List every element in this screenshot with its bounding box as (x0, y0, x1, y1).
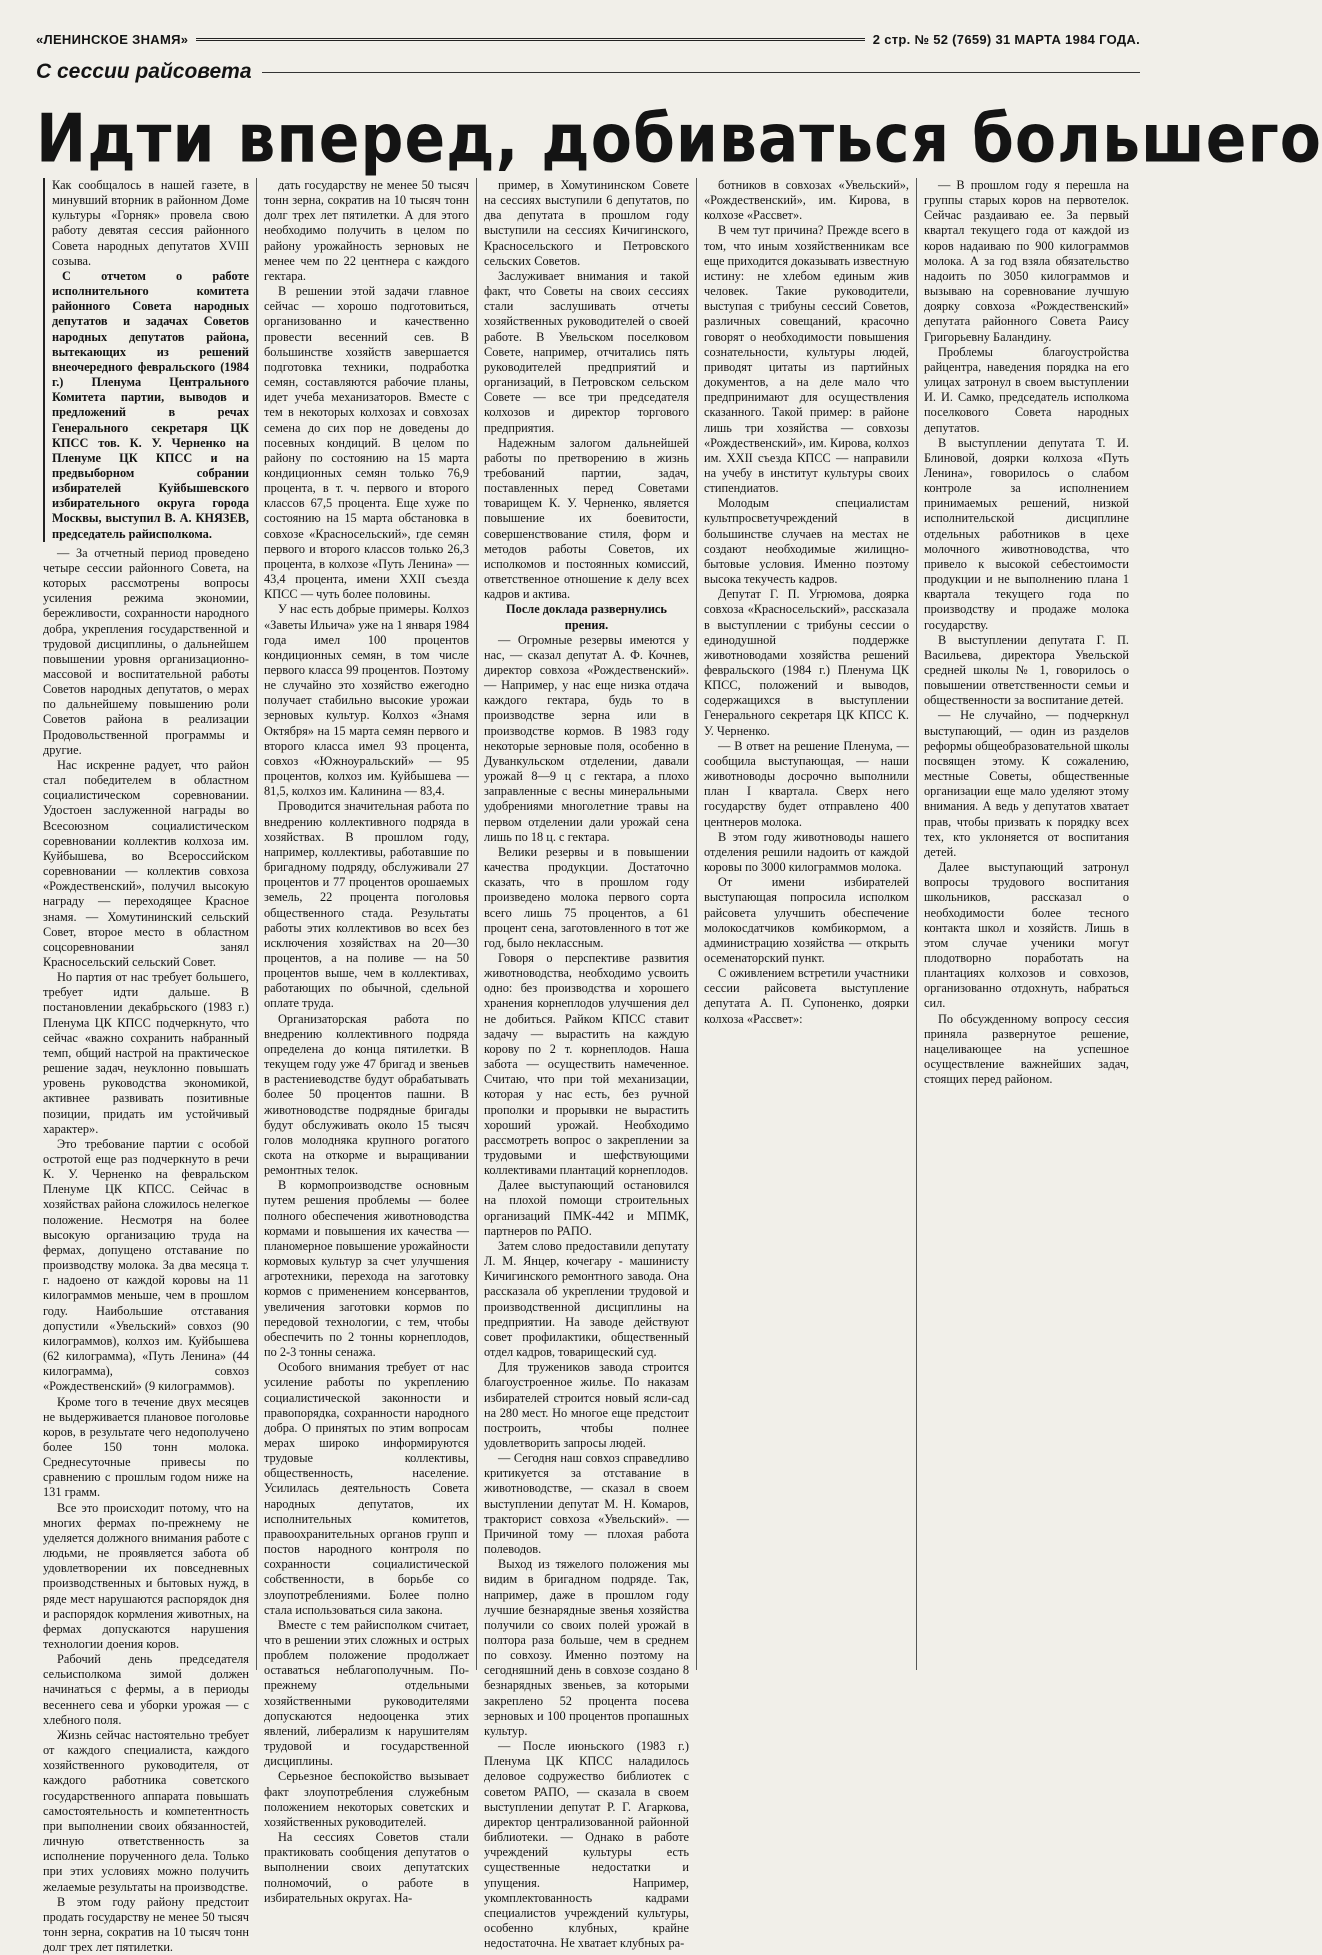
paragraph: — После июньского (1983 г.) Пленума ЦК КПСС наладилось деловое содружество библиотек с советом РАПО, — сказала в своем выступлении депутат Р. Г. Агаркова, директор централизованной районной библиотеки. — Однако в работе учреждений культуры есть существенные недостатки и упущения. Например, укомплектованность кадрами специалистов учреждений культуры, особенно клубных, крайне недостаточна. Не хватает клубных ра- (484, 1739, 689, 1951)
paragraph: Серьезное беспокойство вызывает факт злоупотребления служебным положением некоторых советских и хозяйственных руководителей. (264, 1769, 469, 1829)
intro-lead: Как сообщалось в нашей газете, в минувший вторник в районном Доме культуры «Горняк» провела свою работу девятая сессия районного Совета народных депутатов XVIII созыва. (52, 178, 249, 268)
paragraph: Для тружеников завода строится благоустроенное жилье. По наказам избирателей строится новый ясли-сад на 280 мест. Но многое еще предстоит построить, чтобы полнее удовлетворить запросы людей. (484, 1360, 689, 1450)
paragraph: На сессиях Советов стали практиковать сообщения депутатов о выполнении своих депутатских полномочий, о работе в избирательных округах. На- (264, 1830, 469, 1905)
paragraph: В кормопроизводстве основным путем решения проблемы — более полного обеспечения животноводства кормами и повышения их качества — планомерное повышение урожайности кормовых культур за счет улучшения агротехники, перехода на заготовку кормов с применением консервантов, увеличения заготовки кормов по передовой технологии, с тем, чтобы обеспечить по 2 тонны корнеплодов, по 2-3 тонны сенажа. (264, 1178, 469, 1360)
paragraph: От имени избирателей выступающая попросила исполком райсовета улучшить обеспечение молокосдатчиков комбикормом, а администрацию хозяйства — открыть осеменаторский пункт. (704, 875, 909, 965)
paragraph: Особого внимания требует от нас усиление работы по укреплению социалистической законности и правопорядка, сохранности народного добра. О принятых по этим вопросам мерах широко информируются трудовые коллективы, общественность, население. Усилилась деятельность Совета народных депутатов, их исполнительных комитетов, правоохранительных органов групп и постов народного контроля по сохранности социалистической собственности, в борьбе со злоупотреблениями. Более полно стала использоваться сила закона. (264, 1360, 469, 1617)
article-column-4 (696, 178, 916, 1670)
paragraph: пример, в Хомутининском Совете на сессиях выступили 6 депутатов, по два депутата в прошлом году выступили на сессиях Кичигинского, Красносельского и Петровского сельских Советов. (484, 178, 689, 268)
paragraph: Организаторская работа по внедрению коллективного подряда определена до конца пятилетки. В текущем году уже 47 бригад и звеньев в растениеводстве будут обрабатывать более 50 процентов пашни. В животноводстве подрядные бригады будут обслуживать около 15 тысяч голов молодняка крупного рогатого скота на откорме и выращивании ремонтных телок. (264, 1011, 469, 1178)
paragraph: Вместе с тем райисполком считает, что в решении этих сложных и острых проблем положение продолжает оставаться неблагополучным. По-прежнему отдельными хозяйственными руководителями допускаются недооценка этих явлений, либерализм к нарушителям трудовой и государственной дисциплины. (264, 1617, 469, 1769)
paragraph: По обсужденному вопросу сессия приняла развернутое решение, нацеливающее на успешное осуществление важнейших задач, стоящих перед районом. (924, 1011, 1129, 1087)
paragraph: — В ответ на решение Пленума, — сообщила выступающая, — наши животноводы досрочно выполнили план I квартала. Сверх него государству будет отправлено 400 центнеров молока. (704, 738, 909, 829)
paragraph: Все это происходит потому, что на многих фермах по-прежнему не уделяется должного внимания работе с людьми, не проявляется забота об удовлетворении их повседневных производственных и бытовых нужд, в ряде мест нарушаются распорядок дня и распорядок кормления животных, на фермах допускаются нарушения технологии доения коров. (43, 1500, 249, 1651)
article-column-5 (916, 178, 1136, 1670)
paragraph: Депутат Г. П. Угрюмова, доярка совхоза «Красносельский», рассказала в выступлении с трибуны сессии о единодушной поддержке животноводами хозяйства решений февральского (1984 г.) Пленума ЦК КПСС, положений и выводов, содержащихся в выступлении Генерального секретаря ЦК КПСС К. У. Черненко. (704, 587, 909, 738)
paragraph: В решении этой задачи главное сейчас — хорошо подготовиться, организованно и качественно провести весенний сев. В большинстве хозяйств завершается подготовка техники, подработка семян, составляются рабочие планы, идет учеба механизаторов. Вместе с тем в некоторых колхозах и совхозах семена до сих пор не доведены до посевных кондиций. В целом по району по состоянию на 15 марта кондиционных семян только 76,9 процента, в т. ч. первого и второго классов 67,5 процента. Еще хуже по состоянию на 15 марта обстановка в совхозе «Красносельский», где семян первого и второго классов только 26,3 процента, в колхозе «Путь Ленина» — 43,4 процента, имени XXII съезда КПСС — чуть более половины. (264, 284, 469, 602)
paragraph: — В прошлом году я перешла на группы старых коров на первотелок. Сейчас раздаиваю ее. За первый квартал текущего года от каждой из коров надаиваю по 900 килограммов молока. А за год взяла обязательство надоить по 3050 килограммов и вызываю на соревнование лучшую доярку совхоза «Рождественский» депутата районного Совета Раису Григорьевну Баландину. (924, 178, 1129, 344)
rubric (36, 58, 1140, 86)
masthead-rule (196, 38, 864, 41)
newspaper-title: «ЛЕНИНСКОЕ ЗНАМЯ» (36, 31, 189, 47)
paragraph: В чем тут причина? Прежде всего в том, что иным хозяйственникам все еще приходится доказывать известную истину: не хлебом единым жив человек. Такие руководители, выступая с трибуны сессий Советов, различных совещаний, красочно говорят о необходимости повышения сознательности, культуры людей, приводят цитаты из партийных документов, а на деле мало что предпринимают для осуществления сказанного. Такой пример: в районе лишь три хозяйства — совхозы «Рождественский», им. Кирова, колхоз им. XXII съезда КПСС — направили на учебу в институт культуры своих стипендиатов. (704, 223, 909, 496)
article-body (36, 178, 1140, 1955)
article-intro (43, 178, 249, 542)
paragraph: Молодым специалистам культпросветучреждений в большинстве случаев на местах не создают необходимые жилищно-бытовые условия. Именно поэтому высока текучесть кадров. (704, 496, 909, 587)
debate-heading: После доклада развернулись прения. (506, 602, 667, 632)
article-column-1 (36, 178, 256, 1955)
paragraph: С оживлением встретили участники сессии райсовета выступление депутата А. П. Супоненко, доярки колхоза «Рассвет»: (704, 966, 909, 1026)
paragraph: Заслуживает внимания и такой факт, что Советы на своих сессиях стали заслушивать отчеты хозяйственных руководителей о своей работе. В Увельском поселковом Совете, например, отчитались пять руководителей предприятий и организаций, в Петровском сельском Совете — все три председателя колхозов и директор торгового предприятия. (484, 268, 689, 435)
paragraph: В этом году району предстоит продать государству не менее 50 тысяч тонн зерна, сократив на 10 тысяч тонн долг трех лет пятилетки. (43, 1894, 249, 1955)
paragraph: Это требование партии с особой остротой еще раз подчеркнуто в речи К. У. Черненко на февральском Пленуме ЦК КПСС. Сейчас в хозяйствах района сложилось нелегкое положение. Несмотря на более высокую организацию труда на фермах, допущено отставание по производству молока. За два месяца т. г. надоено от каждой коровы на 11 килограммов меньше, чем в прошлом году. Наибольшие отставания допустили «Увельский» совхоз (90 килограммов), колхоз им. Куйбышева (62 килограмма), «Путь Ленина» (44 килограмма), совхоз «Рождественский» (9 килограммов). (43, 1136, 249, 1394)
paragraph: Проводится значительная работа по внедрению коллективного подряда в хозяйствах. В прошлом году, например, коллективы, работавшие по бригадному подряду, обслуживали 27 процентов и 77 процентов орошаемых земель, 22 процента поголовья общественного стада. Результаты работы этих коллективов во всех без исключения хозяйствах на 20—30 процентов, а на поливе — на 50 процентов выше, чем в коллективах, работающих по обычной, сдельной оплате труда. (264, 799, 469, 1011)
paragraph: Рабочий день председателя сельисполкома зимой должен начинаться с фермы, а в периоды весеннего сева и уборки урожая — с хлебного поля. (43, 1652, 249, 1727)
paragraph: В этом году животноводы нашего отделения решили надоить от каждой коровы по 3000 килограммов молока. (704, 829, 909, 875)
paragraph: Затем слово предоставили депутату Л. М. Янцер, кочегару - машинисту Кичигинского ремонтного завода. Она рассказала об укреплении трудовой и производственной дисциплины на предприятии. На заводе действуют совет профилактики, общественный отдел кадров, товарищеский суд. (484, 1238, 689, 1360)
article-column-3 (476, 178, 696, 1951)
paragraph: ботников в совхозах «Увельский», «Рождественский», им. Кирова, в колхозе «Рассвет». (704, 178, 909, 223)
paragraph: Далее выступающий затронул вопросы трудового воспитания школьников, рассказал о необходимости более тесного контакта школ и хозяйств. Лишь в этом случае ученики могут плодотворно поработать на плантациях колхозов и совхозов, организованно отдохнуть, набраться сил. (924, 860, 1129, 1011)
issue-info: 2 стр. № 52 (7659) 31 МАРТА 1984 ГОДА. (872, 31, 1140, 47)
article-column-2 (256, 178, 476, 1905)
paragraph: Велики резервы и в повышении качества продукции. Достаточно сказать, что в прошлом году произведено молока первого сорта всего лишь 75 процентов, а 61 процент сена, заготовленного в тот же год, было некласcным. (484, 844, 689, 950)
paragraph: — За отчетный период проведено четыре сессии районного Совета, на которых рассмотрены вопросы усиления режима экономии, бережливости, сохранности народного добра, укрепления государственной и трудовой дисциплины, о дальнейшем повышении уровня организационно-массовой и воспитательной работы Советов народных депутатов, о мерах по дальнейшему повышению роли Советов района в реализации Продовольственной программы и другие. (43, 545, 249, 757)
paragraph: дать государству не менее 50 тысяч тонн зерна, сократив на 10 тысяч тонн долг трех лет пятилетки. А для этого необходимо получить в целом по району урожайность зерновых не менее чем по 22 центнера с каждого гектара. (264, 178, 469, 283)
masthead (36, 28, 1140, 50)
paragraph: В выступлении депутата Г. П. Васильева, директора Увельской средней школы № 1, говорилось о повышении ответственности семьи и общественности за воспитание детей. (924, 632, 1129, 708)
paragraph: — Сегодня наш совхоз справедливо критикуется за отставание в животноводстве, — сказал в своем выступлении депутат М. Н. Комаров, тракторист совхоза «Увельский». — Причиной тому — плохая работа полеводов. (484, 1451, 689, 1557)
intro-report: С отчетом о работе исполнительного комитета районного Совета народных депутатов и задачах Советов народных депутатов района, вытекающих из решений внеочередного февральского (1984 г.) Пленума Центрального Комитета партии, выводов и предложений в речах Генерального секретаря ЦК КПСС тов. К. У. Черненко на Пленуме ЦК КПСС и на предвыборном собрании избирателей Куйбышевского избирательного округа города Москвы, выступил В. А. КНЯЗЕВ, председатель райисполкома. (52, 268, 249, 541)
paragraph: Говоря о перспективе развития животноводства, необходимо усвоить одно: без производства и хорошего хранения корнеплодов улучшения дел не добиться. Райком КПСС ставит задачу — вырастить на каждую корову по 2 т. корнеплодов. Наша забота — осуществить намеченное. Считаю, что при той механизации, которая у нас есть, без ручной прополки и прорывки не вырастить хороший урожай. Необходимо рассмотреть вопрос о закреплении за трудовыми и шефствующими коллективами плантаций корнеплодов. (484, 950, 689, 1178)
paragraph: — Огромные резервы имеются у нас, — сказал депутат А. Ф. Кочнев, директор совхоза «Рождественский». — Например, у нас еще низка отдача каждого гектара, будь то в производстве зерна или в производстве кормов. В 1983 году некоторые зерновые поля, особенно в Дуванкульском отделении, давали урожай 8—9 ц с гектара, а плохо заправленные с весны минеральными удобрениями многолетние травы на первом отделении дали урожай сена лишь по 18 ц. с гектара. (484, 632, 689, 844)
headline: Идти вперед, добиваться большего (36, 99, 1322, 179)
paragraph: Жизнь сейчас настоятельно требует от каждого специалиста, каждого хозяйственного руководителя, от каждого работника советского государственного аппарата повышать самостоятельность и компетентность при выполнении своих обязанностей, личную ответственность за исполнение порученного дела. Только при этих условиях можно получить желаемые результаты на производстве. (43, 1727, 249, 1894)
paragraph: — Не случайно, — подчеркнул выступающий, — один из разделов реформы общеобразовательной школы посвящен этому. К сожалению, местные Советы, общественные организации еще мало уделяют этому внимания. А ведь у депутатов хватает прав, чтобы призвать к порядку всех тех, кто уклоняется от воспитания детей. (924, 708, 1129, 859)
rubric-label: С сессии райсовета (36, 60, 252, 83)
paragraph: Но партия от нас требует большего, требует идти дальше. В постановлении декабрьского (1983 г.) Пленума ЦК КПСС подчеркнуто, что сейчас «важно сохранить набранный темп, общий настрой на практическое решение задач, неуклонно повышать уровень руководства экономикой, активнее развивать позитивные позиции, придать им устойчивый характер». (43, 970, 249, 1136)
paragraph: Надежным залогом дальнейшей работы по претворению в жизнь требований партии, задач, поставленных перед Советами товарищем К. У. Черненко, является повышение их боевитости, совершенствование стиля, форм и методов работы Советов, их исполкомов и постоянных комиссий, ответственное отношение к делу всех кадров и актива. (484, 435, 689, 602)
paragraph: Проблемы благоустройства райцентра, наведения порядка на его улицах затронул в своем выступлении И. И. Самко, председатель исполкома поселкового Совета народных депутатов. (924, 344, 1129, 435)
paragraph: Кроме того в течение двух месяцев не выдерживается плановое поголовье коров, в результате чего недополучено более 150 тонн молока. Среднесуточные привесы по сравнению с прошлым годом ниже на 131 грамм. (43, 1394, 249, 1500)
paragraph: Далее выступающий остановился на плохой помощи строительных организаций ПМК-442 и МПМК, партнеров по РАПО. (484, 1178, 689, 1238)
paragraph: У нас есть добрые примеры. Колхоз «Заветы Ильича» уже на 1 января 1984 года имел 100 процентов кондиционных семян, в том числе первого класса 99 процентов. Поэтому не случайно это хозяйство ежегодно получает стабильно высокие урожаи зерновых культур. Колхоз «Знамя Октября» на 15 марта семян первого и второго класса имел 93 процента, совхоз «Южноуральский» — 95 процентов, колхоз им. Куйбышева — 81,5, колхоз им. Калинина — 83,4. (264, 602, 469, 799)
paragraph: Нас искренне радует, что район стал победителем в областном социалистическом соревновании. Удостоен заслуженной награды во Всесоюзном социалистическом соревновании коллектив колхоза им. Куйбышева, во Всероссийском соревновании — коллектив совхоза «Рождественский», получил высокую награду — переходящее Красное знамя. — Хомутининский сельский Совет, второе место в областном соцсоревновании занял Красносельский сельский Совет. (43, 757, 249, 969)
paragraph: В выступлении депутата Т. И. Блиновой, доярки колхоза «Путь Ленина», говорилось о слабом контроле за исполнением принимаемых решений, низкой исполнительской дисциплине отдельных работников в цехе молочного животноводства, что привело к высокой себестоимости продукции и не выполнению плана 1 квартала текущего года по производству и продаже молока государству. (924, 435, 1129, 632)
rubric-rule (262, 72, 1141, 73)
paragraph: Выход из тяжелого положения мы видим в бригадном подряде. Так, например, даже в прошлом году лучшие безнарядные звенья хозяйства получили со своих полей урожай в полтора раза больше, чем в среднем по совхозу. Именно поэтому на сегодняшний день в совхозе создано 8 безнарядных звеньев, за которыми закреплено 52 процента посева зерновых и 100 процентов пропашных культур. (484, 1557, 689, 1738)
